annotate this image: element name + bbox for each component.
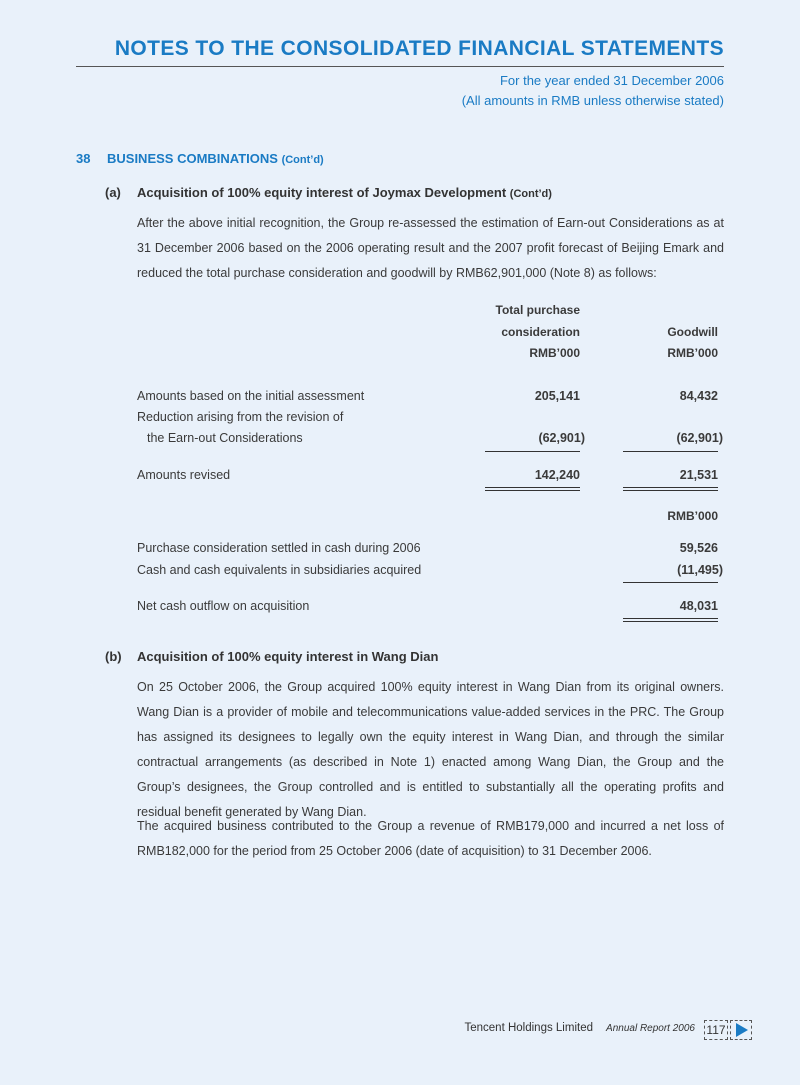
- row-revised-goodwill: 21,531: [679, 468, 718, 482]
- subsection-b-heading: [105, 649, 438, 664]
- row-cash-settled-label: Purchase consideration settled in cash during 2006: [137, 541, 421, 555]
- section-heading: [76, 151, 324, 166]
- subsection-a-heading: [105, 185, 552, 200]
- row-revised-label: Amounts revised: [137, 468, 231, 482]
- col-total-purchase-line2: consideration: [501, 325, 580, 339]
- col-goodwill: Goodwill: [667, 325, 718, 339]
- subtotal-rule-goodwill: [623, 451, 718, 452]
- row-cash-settled-value: 59,526: [679, 541, 718, 555]
- footer-company: Tencent Holdings Limited: [464, 1022, 593, 1034]
- cash-total-double-rule: [623, 618, 718, 622]
- row-revised-consideration: 142,240: [534, 468, 580, 482]
- row-initial-assessment-goodwill: 84,432: [679, 389, 718, 403]
- section-number: 38: [76, 151, 91, 166]
- subsection-b-letter: (b): [105, 649, 122, 664]
- subsection-b-paragraph-1: On 25 October 2006, the Group acquired 100% equity interest in Wang Dian from its original owners. Wang Dian is a provider of mobile and telecommunications value-added services in the PRC. The Group has assigned its designees to legally own the equity interest in Wang Dian, and through the similar contractual arrangements (as described in Note 1) enacted among Wang Dian, the Group and the Group’s designees, the Group controlled and is entitled to substantially all the operating profits and residual benefit generated by Wang Dian.: [137, 680, 724, 819]
- row-reduction-goodwill: (62,901): [676, 431, 723, 445]
- next-page-arrow-icon: [731, 1021, 751, 1039]
- subsection-b-title: Acquisition of 100% equity interest in Wang Dian: [137, 649, 439, 664]
- row-reduction-label: Reduction arising from the revision of: [137, 410, 344, 424]
- period-subtitle: For the year ended 31 December 2006: [499, 73, 724, 88]
- footer-report-title: Annual Report 2006: [606, 1023, 695, 1034]
- row-initial-assessment-consideration: 205,141: [534, 389, 580, 403]
- subsection-a-paragraph: After the above initial recognition, the Group re-assessed the estimation of Earn-out Considerations as at 31 December 2006 based on the 2006 operating result and the 2007 profit forecast of Beijing Emark and reduced the total purchase consideration and goodwill by RMB62,901,000 (Note 8) as follows:: [137, 216, 724, 280]
- subsection-a-title: Acquisition of 100% equity interest of Joymax Development: [137, 185, 507, 200]
- header-divider: [76, 66, 724, 67]
- total-double-rule-consideration: [485, 487, 580, 491]
- col-total-purchase-unit: RMB’000: [529, 346, 580, 360]
- section-cont: (Cont’d): [281, 154, 324, 166]
- row-reduction-label-cont: the Earn-out Considerations: [147, 431, 303, 445]
- row-net-outflow-value: 48,031: [679, 599, 718, 613]
- subsection-a-cont: (Cont’d): [509, 188, 552, 200]
- total-double-rule-goodwill: [623, 487, 718, 491]
- subtotal-rule-consideration: [485, 451, 580, 452]
- cash-table-unit: RMB’000: [667, 509, 718, 523]
- page-title: NOTES TO THE CONSOLIDATED FINANCIAL STATEMENTS: [114, 37, 724, 60]
- row-cash-acquired-label: Cash and cash equivalents in subsidiaries acquired: [137, 563, 422, 577]
- col-total-purchase-line1: Total purchase: [495, 303, 580, 317]
- next-page-button[interactable]: [730, 1020, 752, 1040]
- row-initial-assessment-label: Amounts based on the initial assessment: [137, 389, 365, 403]
- col-goodwill-unit: RMB’000: [667, 346, 718, 360]
- row-net-outflow-label: Net cash outflow on acquisition: [137, 599, 310, 613]
- row-reduction-consideration: (62,901): [538, 431, 585, 445]
- page-number: 117: [704, 1020, 728, 1040]
- subsection-b-paragraph-2: The acquired business contributed to the Group a revenue of RMB179,000 and incurred a net loss of RMB182,000 for the period from 25 October 2006 (date of acquisition) to 31 December 2006.: [137, 819, 724, 858]
- currency-subtitle: (All amounts in RMB unless otherwise stated): [461, 93, 724, 108]
- section-title: BUSINESS COMBINATIONS: [107, 151, 278, 166]
- cash-subtotal-rule: [623, 582, 718, 583]
- subsection-a-letter: (a): [105, 185, 121, 200]
- row-cash-acquired-value: (11,495): [677, 563, 723, 577]
- page-footer: [0, 1020, 800, 1042]
